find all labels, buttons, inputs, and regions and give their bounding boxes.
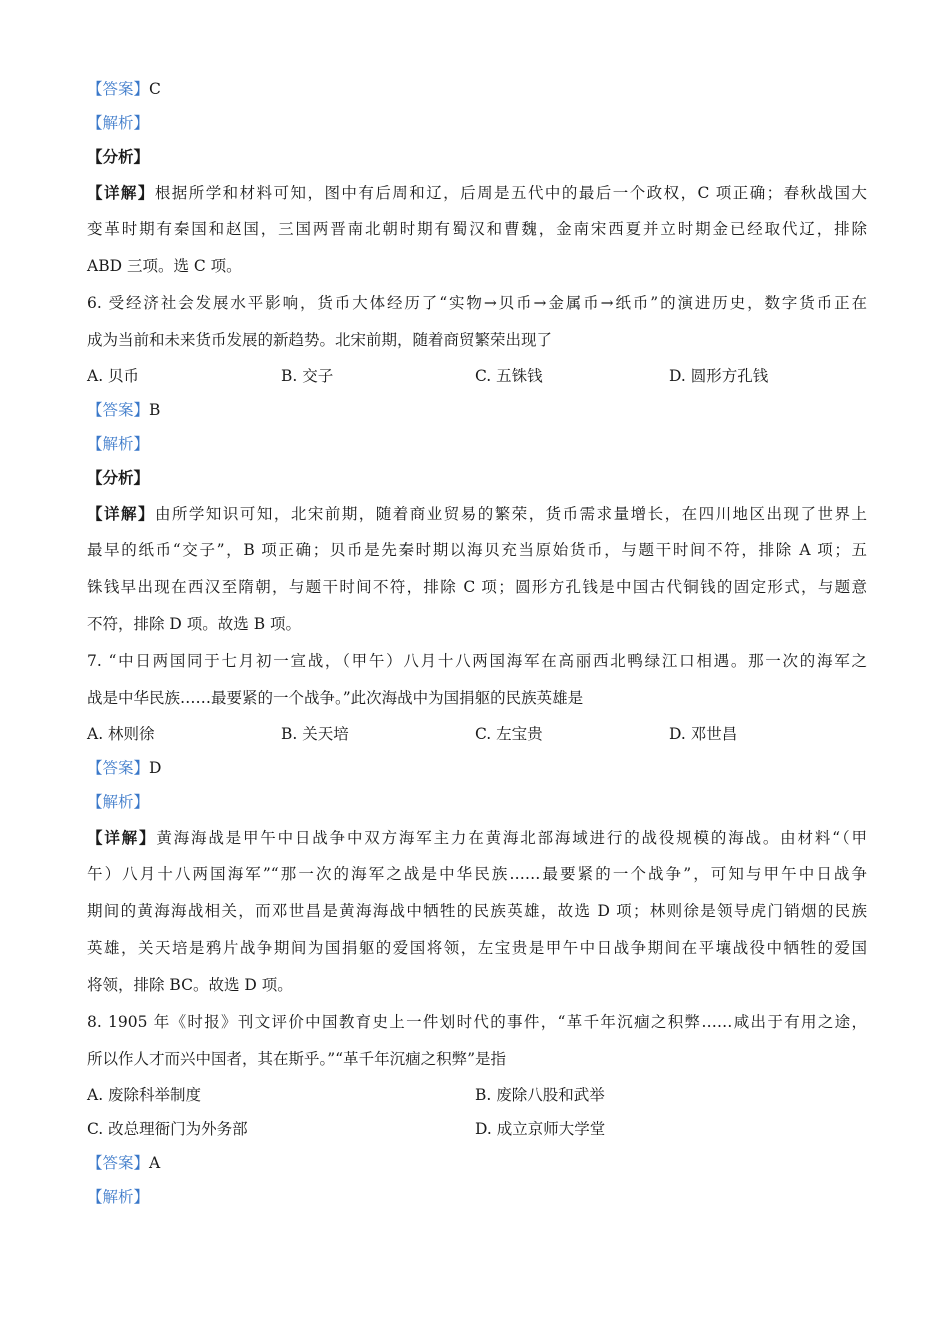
detail-line-q7-5: 将领，排除 BC。故选 D 项。 (87, 976, 293, 994)
option-d: D. 邓世昌 (669, 725, 738, 743)
answer-line-q7: 【答案】D (87, 759, 162, 777)
options-q8-row2 (87, 1112, 867, 1146)
options-q8-row1 (87, 1078, 867, 1112)
detail-line-q7-3: 期间的黄海海战相关，而邓世昌是黄海海战中牺牲的民族英雄，故选 D 项；林则徐是领导虎门销烟的民族 (87, 902, 867, 920)
option-c: C. 改总理衙门为外务部 (87, 1120, 248, 1138)
answer-line-q5 (87, 72, 867, 106)
question-stem-q8-2: 所以作人才而兴中国者，其在斯乎。”“革千年沉痼之积弊”是指 (87, 1050, 507, 1068)
option-a: A. 废除科举制度 (87, 1086, 202, 1104)
answer-value: C (149, 80, 161, 98)
document-page (87, 72, 867, 1214)
option-c: C. 五铢钱 (475, 367, 543, 385)
option-b: B. 关天培 (281, 725, 349, 743)
option-d: D. 圆形方孔钱 (669, 367, 769, 385)
question-stem-q7-2: 战是中华民族……最要紧的一个战争。”此次海战中为国捐躯的民族英雄是 (87, 689, 584, 707)
detail-line-q7-2: 午）八月十八两国海军”“那一次的海军之战是中华民族……最要紧的一个战争”，可知与甲午中日战争 (87, 865, 867, 883)
option-b: B. 废除八股和武举 (475, 1086, 605, 1104)
options-q6 (87, 359, 867, 393)
detail-line-q6-2: 最早的纸币“交子”，B 项正确；贝币是先秦时期以海贝充当原始货币，与题干时间不符，排除 A 项；五 (87, 541, 867, 559)
answer-line-q6: 【答案】B (87, 401, 161, 419)
detail-line-q6-4: 不符，排除 D 项。故选 B 项。 (87, 615, 302, 633)
question-stem-q6-1: 6. 受经济社会发展水平影响，货币大体经历了“实物→贝币→金属币→纸币”的演进历史，数字货币正在 (87, 294, 867, 312)
analysis-label-q5: 【解析】 (87, 114, 150, 132)
question-stem-q7-1: 7. “中日两国同于七月初一宣战，（甲午）八月十八两国海军在高丽西北鸭绿江口相遇。那一次的海军之 (87, 652, 867, 670)
detail-line-q5-1: 【详解】根据所学和材料可知，图中有后周和辽，后周是五代中的最后一个政权，C 项正确；春秋战国大 (87, 183, 867, 202)
option-a: A. 林则徐 (87, 725, 155, 743)
detail-line-q7-4: 英雄，关天培是鸦片战争期间为国捐躯的爱国将领，左宝贵是甲午中日战争期间在平壤战役中牺牲的爱国 (87, 939, 867, 957)
detail-line-q6-3: 铢钱早出现在西汉至隋朝，与题干时间不符，排除 C 项；圆形方孔钱是中国古代铜钱的固定形式，与题意 (87, 578, 867, 596)
detail-line-q6-1: 【详解】由所学知识可知，北宋前期，随着商业贸易的繁荣，货币需求量增长，在四川地区出现了世界上 (87, 504, 867, 523)
question-stem-q8-1: 8. 1905 年《时报》刊文评价中国教育史上一件划时代的事件，“革千年沉痼之积弊……咸出于有用之途， (87, 1013, 867, 1031)
analysis-label-q6: 【解析】 (87, 435, 150, 453)
option-c: C. 左宝贵 (475, 725, 543, 743)
options-q7 (87, 717, 867, 751)
answer-line-q8: 【答案】A (87, 1154, 161, 1172)
answer-label: 【答案】 (87, 80, 150, 98)
question-stem-q6-2: 成为当前和未来货币发展的新趋势。北宋前期，随着商贸繁荣出现了 (87, 331, 553, 349)
detail-line-q5-3: ABD 三项。选 C 项。 (87, 257, 242, 275)
option-d: D. 成立京师大学堂 (475, 1120, 606, 1138)
option-b: B. 交子 (281, 367, 334, 385)
analysis-label-q7: 【解析】 (87, 793, 150, 811)
analysis-label-q8: 【解析】 (87, 1188, 150, 1206)
detail-line-q7-1: 【详解】黄海海战是甲午中日战争中双方海军主力在黄海北部海域进行的战役规模的海战。由材料“（甲 (87, 828, 867, 847)
fenxi-label-q6: 【分析】 (87, 468, 150, 487)
fenxi-label-q5: 【分析】 (87, 147, 150, 166)
option-a: A. 贝币 (87, 367, 140, 385)
detail-line-q5-2: 变革时期有秦国和赵国，三国两晋南北朝时期有蜀汉和曹魏，金南宋西夏并立时期金已经取代辽，排除 (87, 220, 867, 238)
